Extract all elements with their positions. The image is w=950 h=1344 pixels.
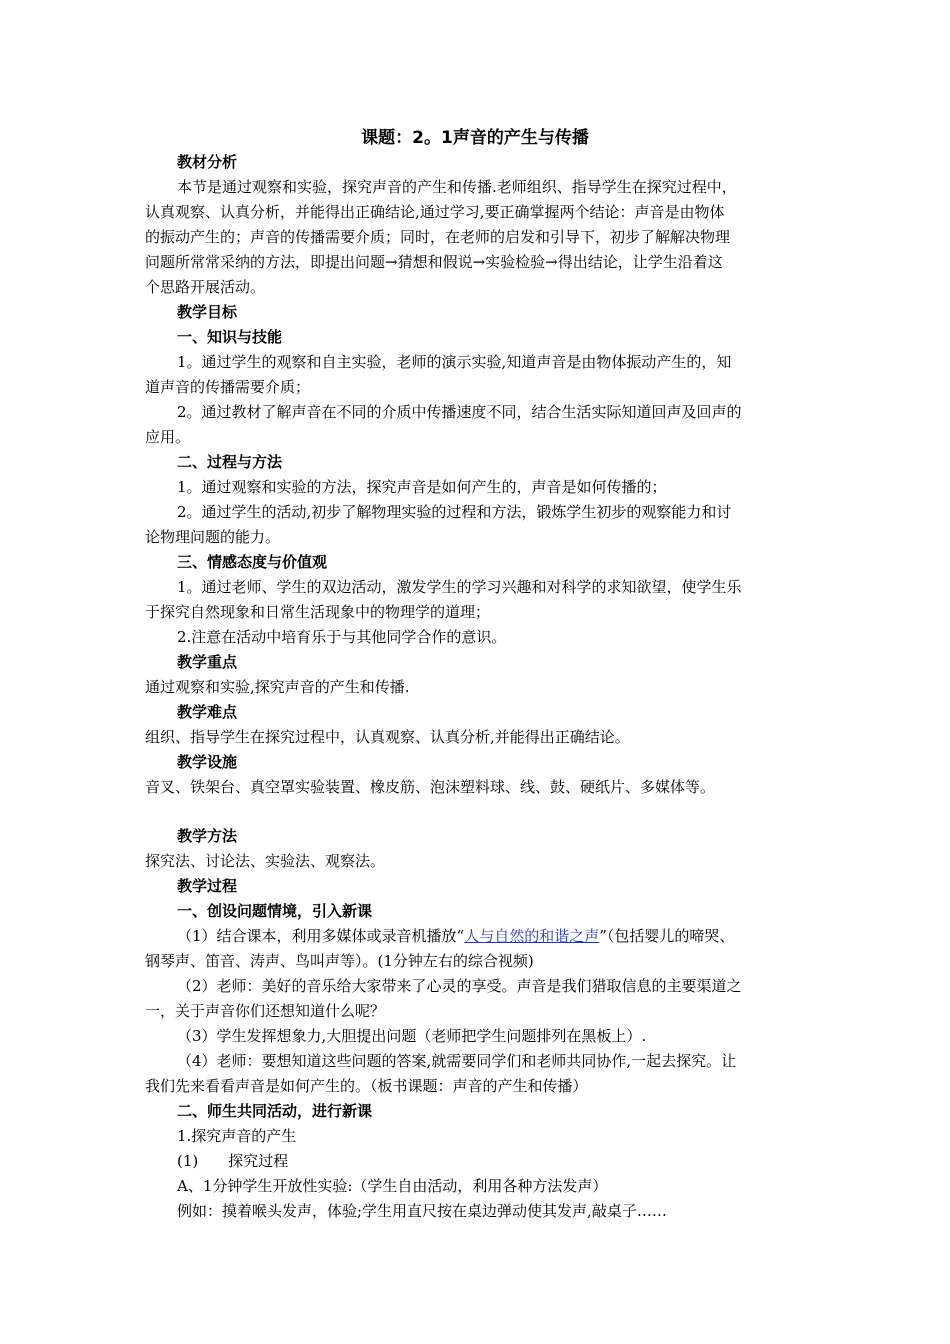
text-line: 论物理问题的能力。 [145, 528, 281, 546]
page-title: 课题：2。1声音的产生与传播 [361, 128, 589, 148]
text-line: 通过观察和实验,探究声音的产生和传播. [145, 678, 410, 696]
text-line: 的振动产生的；声音的传播需要介质；同时，在老师的启发和引导下，初步了解解决物理 [145, 228, 731, 246]
text-line: 问题所常常采纳的方法，即提出问题→猜想和假说→实验检验→得出结论，让学生沿着这 [145, 253, 723, 271]
section-heading: 教学难点 [177, 703, 238, 721]
section-heading: 一、知识与技能 [177, 328, 283, 346]
section-heading: 二、过程与方法 [177, 453, 283, 471]
section-heading: 教学设施 [177, 753, 238, 771]
section-heading: 教学目标 [177, 303, 238, 321]
line-prefix: （1）结合课本，利用多媒体或录音机播放“ [177, 927, 465, 945]
section-heading: 一、创设问题情境，引入新课 [177, 902, 373, 920]
text-line [177, 924, 734, 948]
text-line: 应用。 [145, 428, 191, 446]
text-line: A、1分钟学生开放性实验:（学生自由活动，利用各种方法发声） [177, 1177, 608, 1195]
text-line: 于探究自然现象和日常生活现象中的物理学的道理； [145, 603, 491, 621]
text-line: 1。通过学生的观察和自主实验，老师的演示实验,知道声音是由物体振动产生的，知 [177, 353, 732, 371]
text-line: 2。通过学生的活动,初步了解物理实验的过程和方法，锻炼学生初步的观察能力和讨 [177, 503, 732, 521]
section-heading: 三、情感态度与价值观 [177, 553, 328, 571]
text-line: 探究法、讨论法、实验法、观察法。 [145, 852, 386, 870]
text-line: 道声音的传播需要介质； [145, 378, 311, 396]
text-line: (1) 探究过程 [177, 1152, 289, 1170]
text-line: 音叉、铁架台、真空罩实验装置、橡皮筋、泡沫塑料球、线、鼓、硬纸片、多媒体等。 [145, 778, 716, 796]
text-line: 例如：摸着喉头发声，体验;学生用直尺按在桌边弹动使其发声,敲桌子…… [177, 1202, 667, 1220]
text-line: 组织、指导学生在探究过程中，认真观察、认真分析,并能得出正确结论。 [145, 728, 630, 746]
text-line: （2）老师：美好的音乐给大家带来了心灵的享受。声音是我们猎取信息的主要渠道之 [177, 977, 742, 995]
section-heading: 教学过程 [177, 877, 238, 895]
text-line: 我们先来看看声音是如何产生的。（板书课题：声音的产生和传播） [145, 1077, 588, 1095]
line-suffix: ”（包括婴儿的啼哭、 [599, 927, 735, 945]
text-line: （3）学生发挥想象力,大胆提出问题（老师把学生问题排列在黑板上）. [177, 1027, 647, 1045]
text-line: （4）老师：要想知道这些问题的答案,就需要同学们和老师共同协作,一起去探究。让 [177, 1052, 737, 1070]
section-heading: 二、师生共同活动，进行新课 [177, 1102, 373, 1120]
section-heading: 教学方法 [177, 827, 238, 845]
text-line: 2.注意在活动中培育乐于与其他同学合作的意识。 [177, 628, 507, 646]
text-line: 1。通过观察和实验的方法，探究声音是如何产生的，声音是如何传播的； [177, 478, 667, 496]
text-line: 1。通过老师、学生的双边活动，激发学生的学习兴趣和对科学的求知欲望，使学生乐 [177, 578, 742, 596]
section-heading: 教材分析 [177, 153, 238, 171]
audio-link[interactable]: 人与自然的和谐之声 [464, 927, 600, 945]
text-line: 2。通过教材了解声音在不同的介质中传播速度不同，结合生活实际知道回声及回声的 [177, 403, 742, 421]
text-line: 1.探究声音的产生 [177, 1127, 297, 1145]
text-line: 钢琴声、笛音、涛声、鸟叫声等）。(1分钟左右的综合视频) [145, 952, 534, 970]
text-line: 个思路开展活动。 [145, 278, 266, 296]
section-heading: 教学重点 [177, 653, 238, 671]
text-line: 认真观察、认真分析，并能得出正确结论,通过学习,要正确掌握两个结论：声音是由物体 [145, 203, 725, 221]
text-line: 本节是通过观察和实验，探究声音的产生和传播.老师组织、指导学生在探究过程中， [177, 178, 737, 196]
text-line: 一，关于声音你们还想知道什么呢？ [145, 1002, 386, 1020]
